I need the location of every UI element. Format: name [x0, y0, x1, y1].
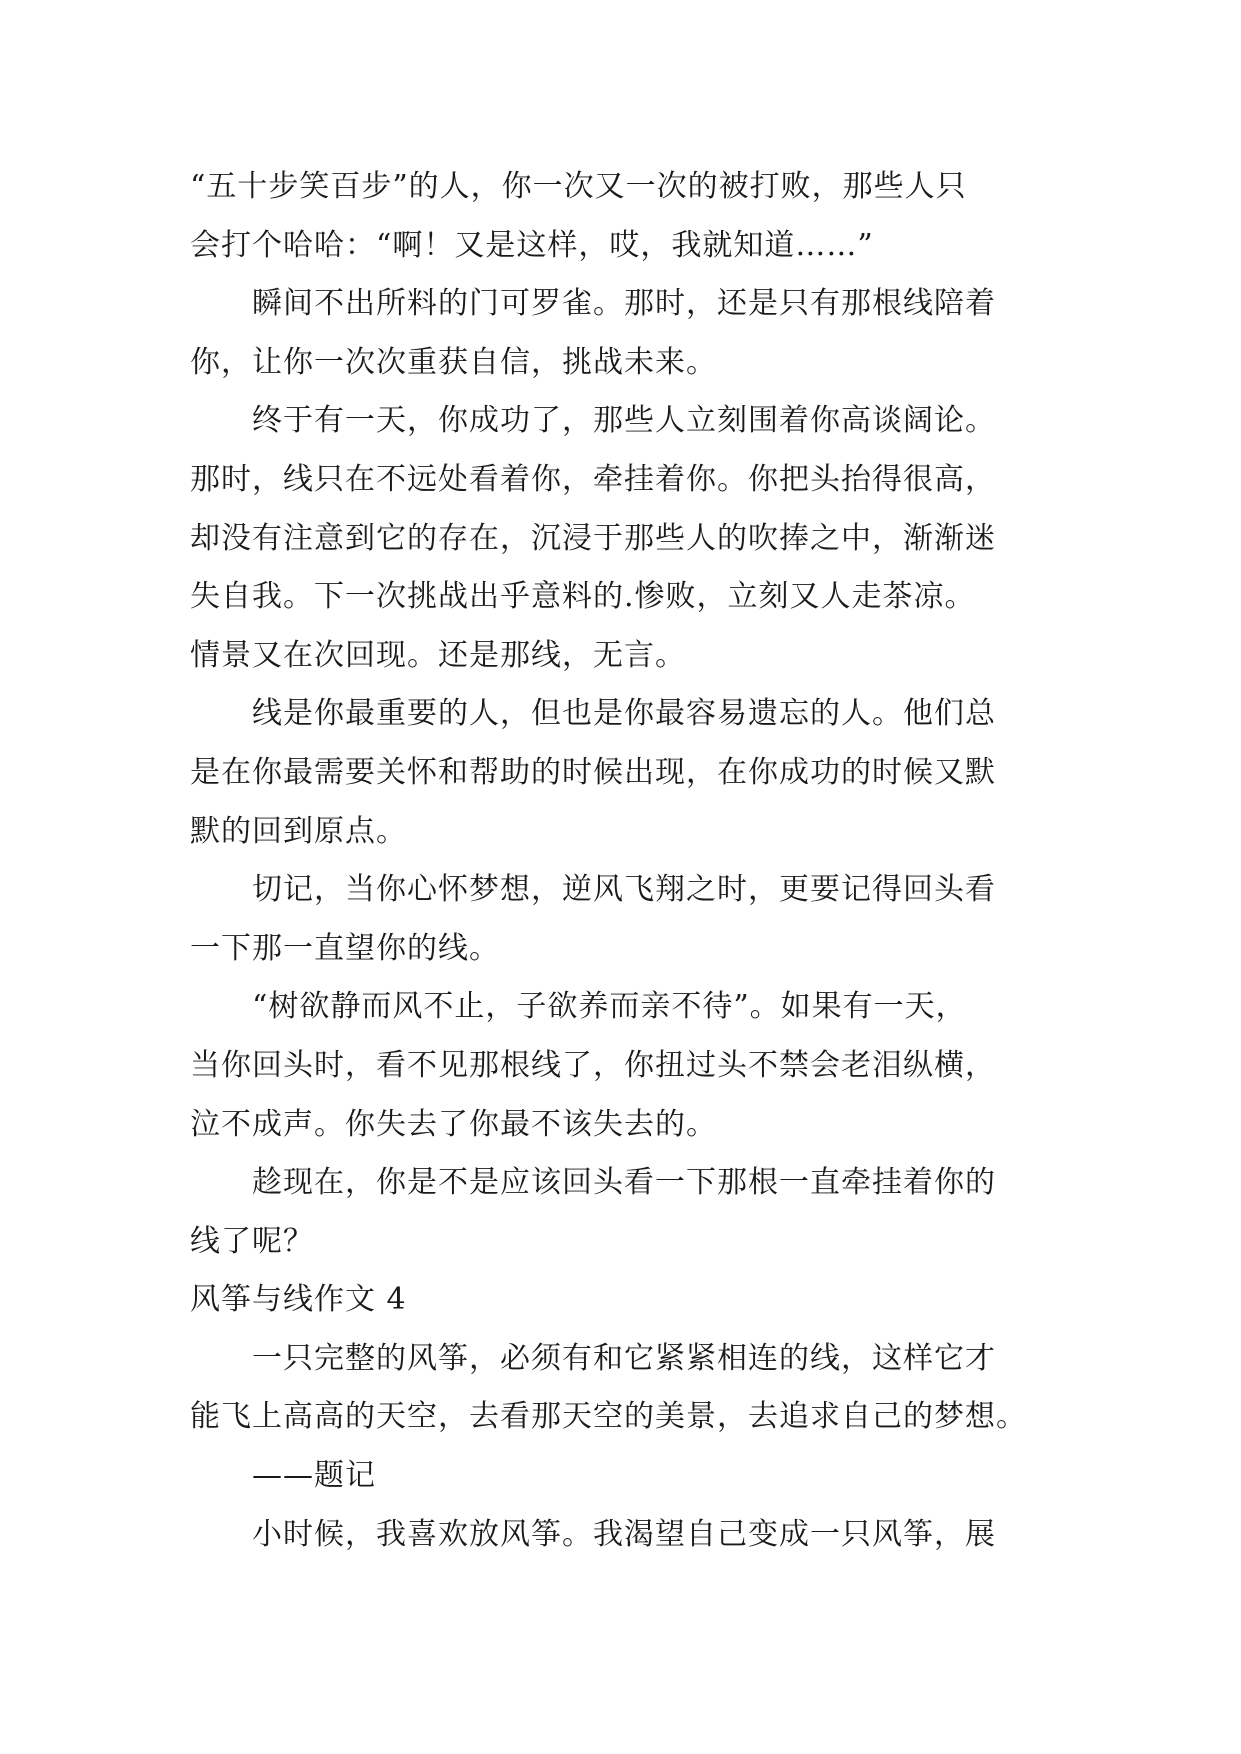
text-line: 默的回到原点。 [190, 813, 407, 849]
text-line: “树欲静而风不止，子欲养而亲不待”。如果有一天， [252, 989, 967, 1025]
text-line: 趁现在，你是不是应该回头看一下那根一直牵挂着你的 [252, 1165, 996, 1201]
text-line: 却没有注意到它的存在，沉浸于那些人的吹捧之中，渐渐迷 [190, 520, 996, 556]
text-line: 一下那一直望你的线。 [190, 930, 500, 966]
text-line: 情景又在次回现。还是那线，无言。 [190, 637, 686, 673]
text-line: 终于有一天，你成功了，那些人立刻围着你高谈阔论。 [252, 403, 996, 439]
epigraph-attribution: ——题记 [252, 1458, 376, 1494]
section-heading: 风筝与线作文 4 [190, 1282, 407, 1318]
document-body [190, 158, 1060, 1564]
text-line: 线了呢？ [190, 1223, 314, 1259]
text-line: 会打个哈哈：“啊！又是这样，哎，我就知道……” [190, 227, 874, 263]
text-line: 一只完整的风筝，必须有和它紧紧相连的线，这样它才 [252, 1340, 996, 1376]
text-line: 那时，线只在不远处看着你，牵挂着你。你把头抬得很高， [190, 461, 996, 497]
text-line: 切记，当你心怀梦想，逆风飞翔之时，更要记得回头看 [252, 872, 996, 908]
text-line: “五十步笑百步”的人，你一次又一次的被打败，那些人只 [190, 169, 967, 204]
text-line: 瞬间不出所料的门可罗雀。那时，还是只有那根线陪着 [252, 286, 996, 322]
text-line: 是在你最需要关怀和帮助的时候出现，在你成功的时候又默 [190, 754, 996, 790]
text-line: 你，让你一次次重获自信，挑战未来。 [190, 344, 717, 380]
text-line: 泣不成声。你失去了你最不该失去的。 [190, 1106, 717, 1142]
text-line: 当你回头时，看不见那根线了，你扭过头不禁会老泪纵横， [190, 1047, 996, 1083]
text-line: 小时候，我喜欢放风筝。我渴望自己变成一只风筝，展 [252, 1516, 996, 1552]
text-line: 能飞上高高的天空，去看那天空的美景，去追求自己的梦想。 [190, 1399, 1027, 1435]
text-line: 线是你最重要的人，但也是你最容易遗忘的人。他们总 [252, 696, 996, 732]
text-line: 失自我。下一次挑战出乎意料的.惨败，立刻又人走茶凉。 [190, 579, 976, 615]
